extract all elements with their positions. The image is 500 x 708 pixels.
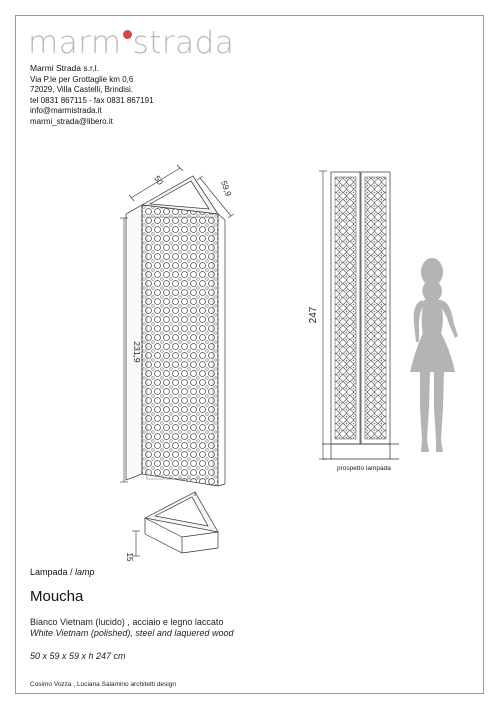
design-credits: Cosimo Vozza , Luciana Salamino architetti design [30, 681, 176, 688]
dim-total-height-label: 247 [308, 306, 319, 324]
material-italian: Bianco Vietnam (lucido) , acciaio e legno laccato [30, 617, 224, 627]
category-english: lamp [75, 567, 95, 577]
category-separator: / [67, 567, 76, 577]
human-scale-silhouette [410, 258, 458, 452]
category-italian: Lampada [30, 567, 68, 577]
logo-text-left: marm [28, 25, 122, 61]
company-address-line-2: 72029, Villa Castelli, Brindisi. [30, 85, 134, 94]
company-phone: tel 0831 867115 - fax 0831 867191 [30, 95, 154, 105]
company-email-alt[interactable]: marmi_strada@libero.it [30, 116, 113, 126]
dim-base-label: 15 [125, 552, 134, 562]
elevation-caption: prospetto lampada [337, 465, 391, 472]
material-english: White Vietnam (polished), steel and laquered wood [30, 628, 234, 638]
product-name: Moucha [30, 588, 84, 605]
dim-width-label: 50 [152, 174, 165, 187]
elevation-dimension [319, 171, 327, 459]
product-category [30, 567, 95, 577]
company-name: Marmi Strada s.r.l. [30, 63, 99, 73]
logo-text-right: strada [132, 25, 235, 61]
company-address-line-1: Via P.le per Grottaglie km 0,6 [30, 74, 134, 84]
elevation-view [322, 172, 399, 459]
company-email-info[interactable]: info@marmistrada.it [30, 106, 102, 115]
product-dimensions: 50 x 59 x 59 x h 247 cm [30, 651, 126, 661]
axonometric-view [126, 176, 225, 553]
dim-height-label: 231,9 [132, 341, 142, 363]
dim-side-label: 59,9 [219, 179, 233, 198]
